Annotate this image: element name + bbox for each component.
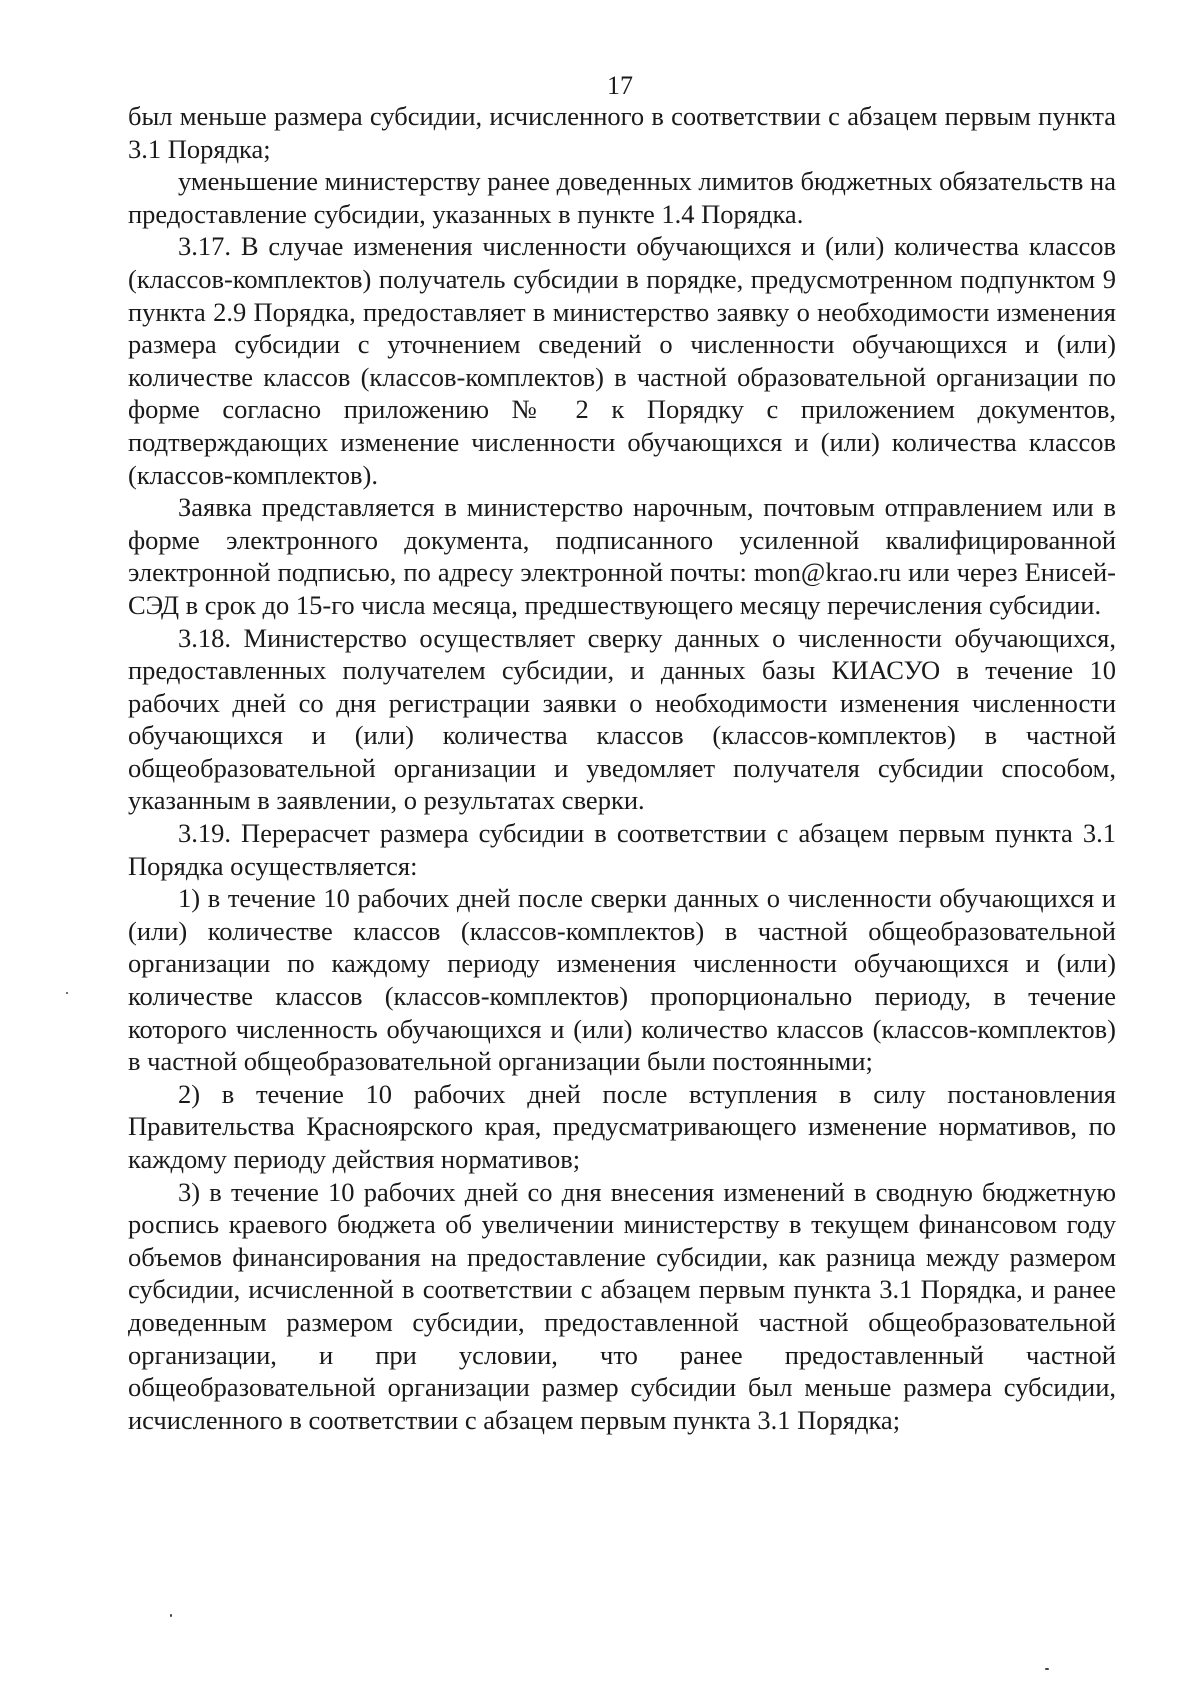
scan-speck	[1045, 1668, 1049, 1670]
paragraph-item-2: 2) в течение 10 рабочих дней после вступления в силу постановления Правительства Красноярского края, предусматривающего изменение нормативов, по каждому периоду действия нормативов;	[128, 1078, 1116, 1174]
paragraph-item-1: 1) в течение 10 рабочих дней после сверки данных о численности обучающихся и (или) количестве классов (классов-комплектов) в частной общеобразовательной организации по каждому периоду изменения численности обучающихся и (или) количестве классов (классов-комплектов) пропорционально периоду, в течение которого численность обучающихся и (или) количество классов (классов-комплектов) в частной общеобразовательной организации были постоянными;	[128, 883, 1116, 1077]
paragraph-3-19: 3.19. Перерасчет размера субсидии в соответствии с абзацем первым пункта 3.1 Порядка осуществляется:	[128, 818, 1116, 881]
paragraph-application-submission: Заявка представляется в министерство нарочным, почтовым отправлением или в форме электронного документа, подписанного усиленной квалифицированной электронной подписью, по адресу электронной почты: mon@krao.ru или через Енисей-СЭД в срок до 15-го числа месяца, предшествующего месяцу перечисления субсидии.	[128, 492, 1116, 620]
paragraph-limits-reduction: уменьшение министерству ранее доведенных лимитов бюджетных обязательств на предоставление субсидии, указанных в пункте 1.4 Порядка.	[128, 166, 1116, 229]
paragraph-item-3: 3) в течение 10 рабочих дней со дня внесения изменений в сводную бюджетную роспись краевого бюджета об увеличении министерству в текущем финансовом году объемов финансирования на предоставление субсидии, как разница между размером субсидии, исчисленной в соответствии с абзацем первым пункта 3.1 Порядка, и ранее доведенным размером субсидии, предоставленной частной общеобразовательной организации, и при условии, что ранее предоставленный частной общеобразовательной организации размер субсидии был меньше размера субсидии, исчисленного в соответствии с абзацем первым пункта 3.1 Порядка;	[128, 1176, 1116, 1435]
paragraph-continuation: был меньше размера субсидии, исчисленного в соответствии с абзацем первым пункта 3.1 Порядка;	[128, 101, 1116, 164]
scan-speck	[66, 992, 68, 994]
scan-speck	[170, 1614, 172, 1617]
paragraph-3-18: 3.18. Министерство осуществляет сверку данных о численности обучающихся, предоставленных получателем субсидии, и данных базы КИАСУО в течение 10 рабочих дней со дня регистрации заявки о необходимости изменения численности обучающихся и (или) количества классов (классов-комплектов) в частной общеобразовательной организации и уведомляет получателя субсидии способом, указанным в заявлении, о результатах сверки.	[128, 622, 1116, 816]
document-body	[128, 100, 1116, 1436]
page-number: 17	[607, 71, 633, 100]
paragraph-3-17: 3.17. В случае изменения численности обучающихся и (или) количества классов (классов-комплектов) получатель субсидии в порядке, предусмотренном подпунктом 9 пункта 2.9 Порядка, предоставляет в министерство заявку о необходимости изменения размера субсидии с уточнением сведений о численности обучающихся и (или) количестве классов (классов-комплектов) в частной образовательной организации по форме согласно приложению № 2 к Порядку с приложением документов, подтверждающих изменение численности обучающихся и (или) количества классов (классов-комплектов).	[128, 231, 1116, 490]
